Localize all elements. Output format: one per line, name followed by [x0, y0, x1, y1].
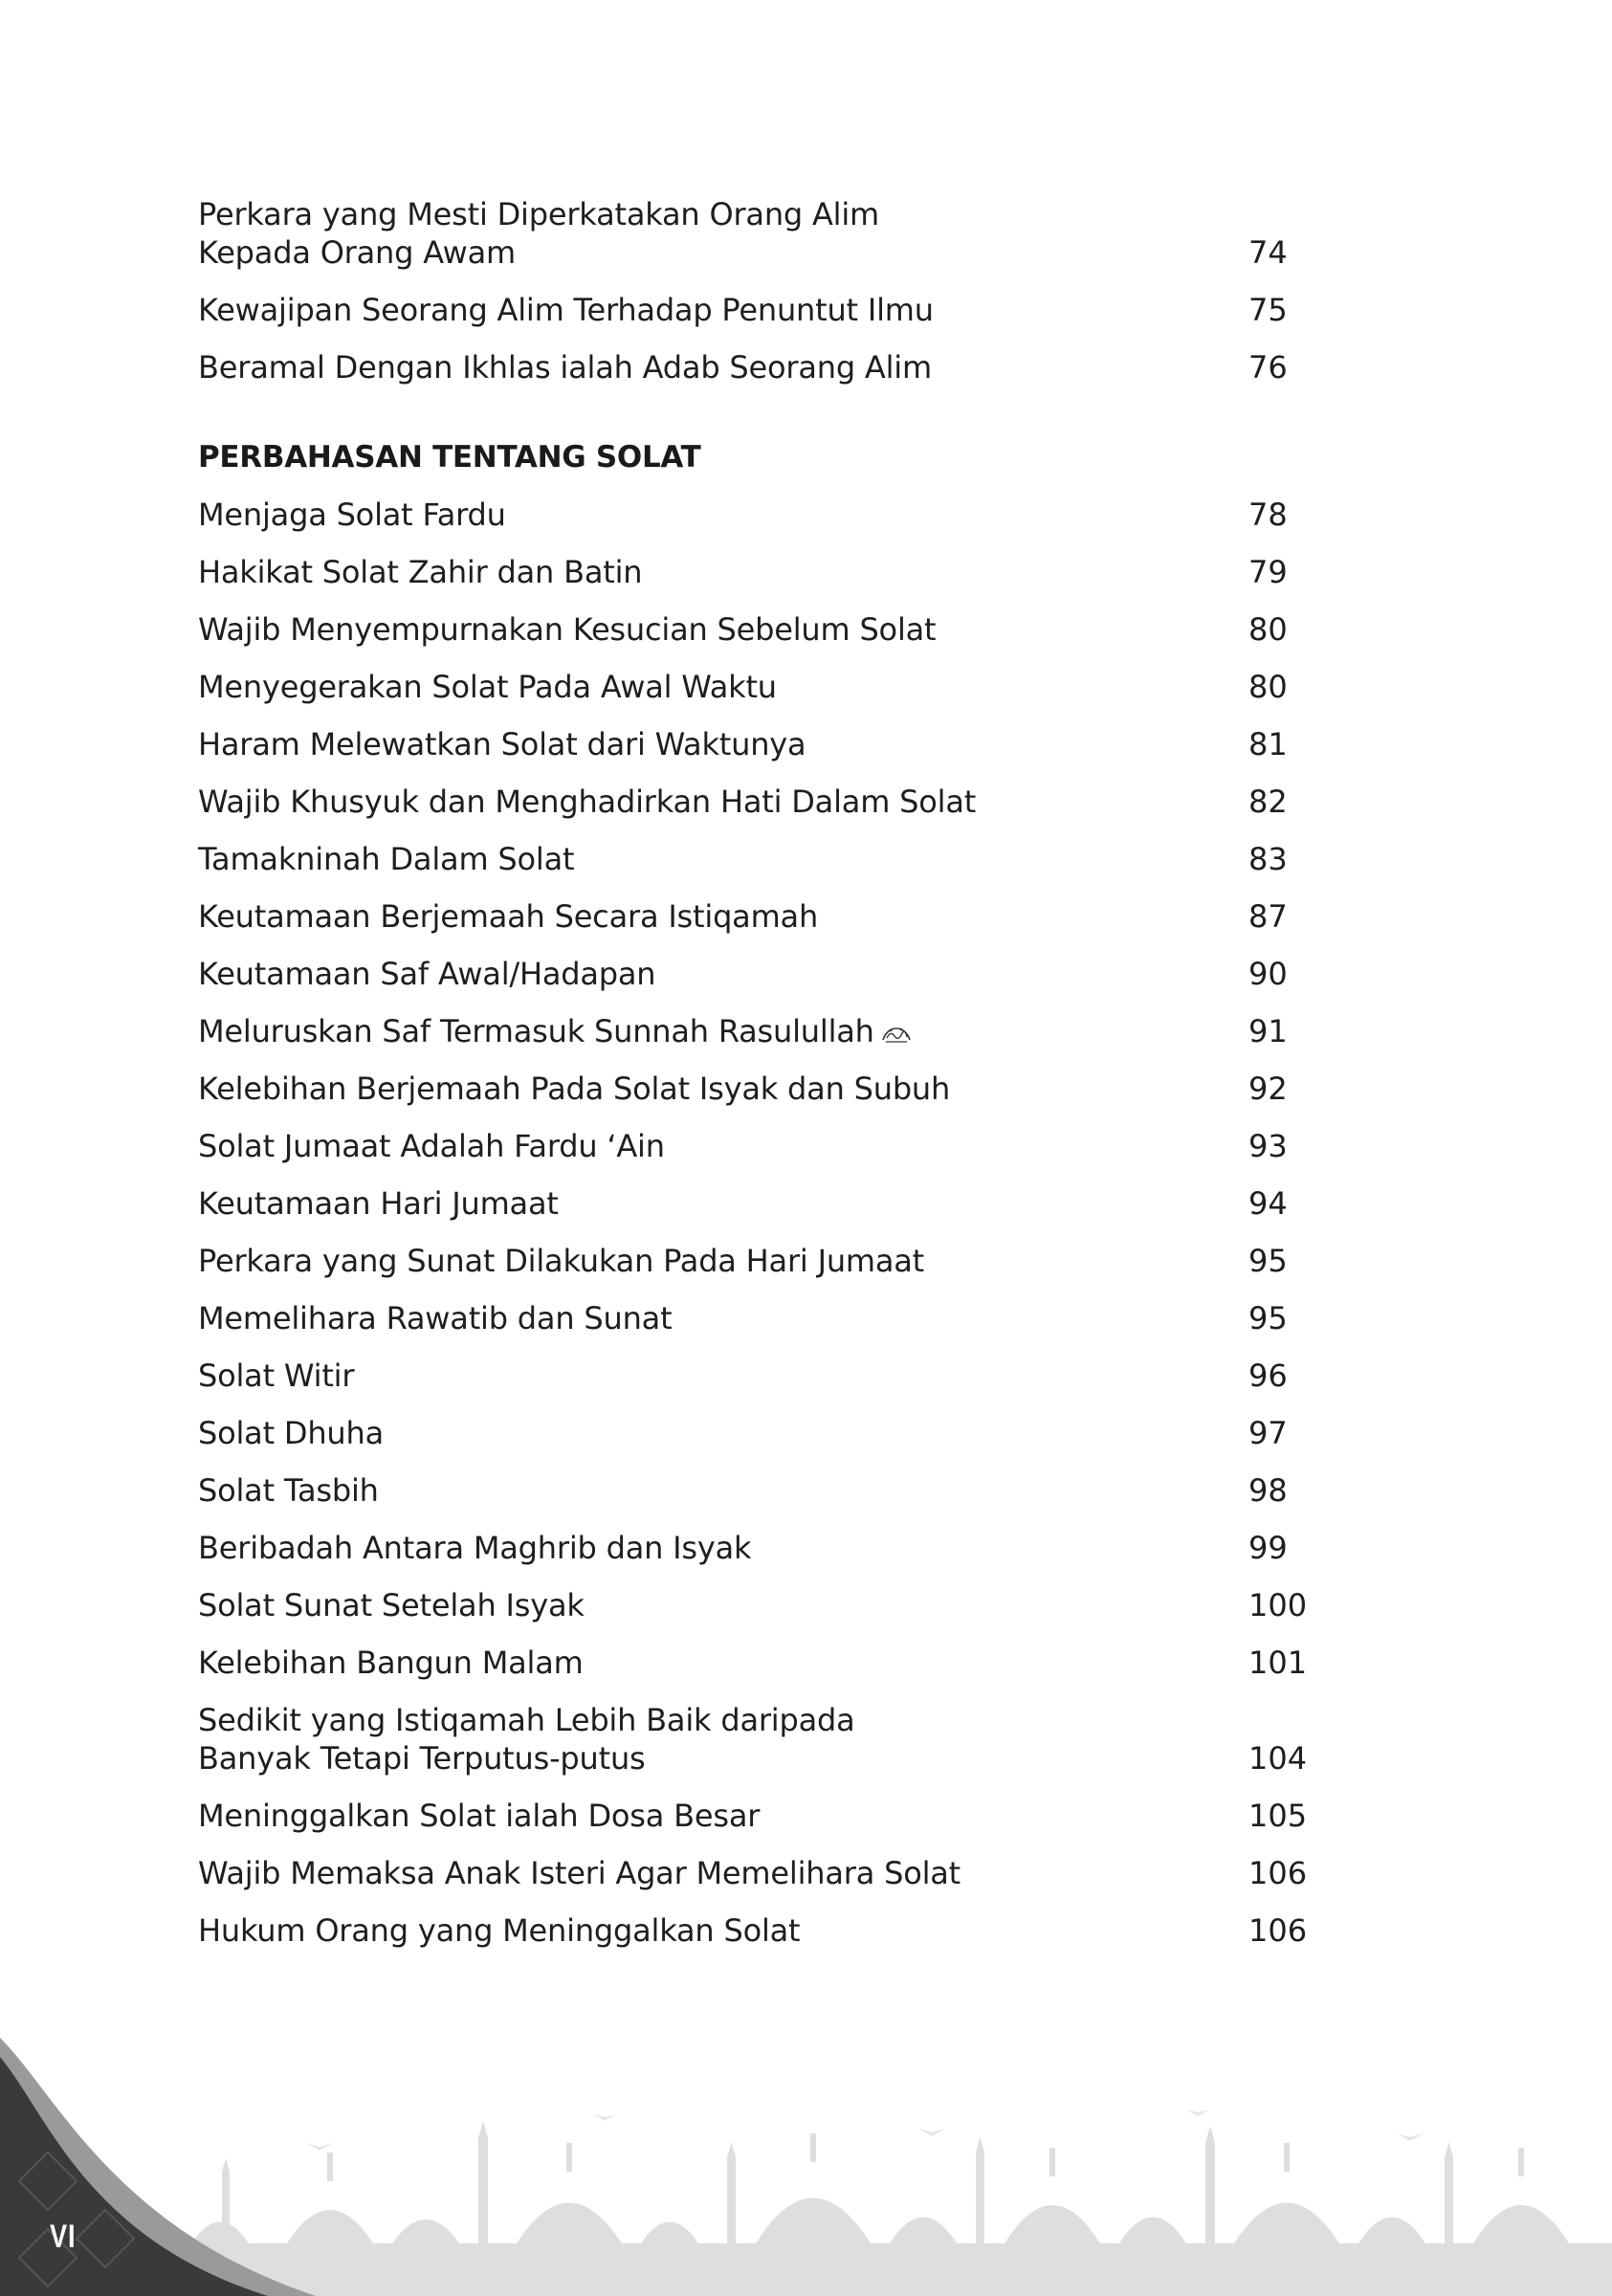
entry-title — [198, 1911, 1059, 1950]
entry-page-number: 75 — [1248, 292, 1288, 328]
entry-title — [198, 1414, 1059, 1452]
entry-title-text: Keutamaan Saf Awal/Hadapan — [198, 956, 656, 992]
entry-title — [198, 1299, 1059, 1337]
entry-title-text: Hukum Orang yang Meninggalkan Solat — [198, 1912, 801, 1949]
entry-title-text: Beribadah Antara Maghrib dan Isyak — [198, 1530, 752, 1566]
entry-title-text: Wajib Khusyuk dan Menghadirkan Hati Dalam Solat — [198, 784, 977, 820]
entry-title-text: Solat Witir — [198, 1358, 355, 1394]
entry-title-text: Solat Tasbih — [198, 1472, 379, 1509]
table-of-contents — [198, 195, 1327, 1969]
entry-title — [198, 668, 1059, 706]
entry-page-number: 106 — [1248, 1855, 1308, 1891]
entry-page-number: 94 — [1248, 1185, 1288, 1222]
toc-entry[interactable] — [198, 1911, 1327, 1950]
entry-title — [198, 1529, 1059, 1567]
entry-title — [198, 1070, 1059, 1108]
entry-page-number: 93 — [1248, 1128, 1288, 1164]
entry-page-number: 97 — [1248, 1415, 1288, 1451]
entry-title — [198, 1797, 1059, 1835]
entry-title-text: Solat Dhuha — [198, 1415, 385, 1451]
entry-title-text: Meninggalkan Solat ialah Dosa Besar — [198, 1798, 761, 1834]
toc-entry[interactable] — [198, 1701, 1327, 1777]
toc-entry[interactable] — [198, 496, 1327, 534]
entry-page-number: 87 — [1248, 898, 1288, 935]
entry-page-number: 99 — [1248, 1530, 1288, 1566]
mosque-skyline-decoration — [0, 2038, 1612, 2296]
toc-entry[interactable] — [198, 897, 1327, 936]
entry-page-number: 80 — [1248, 669, 1288, 705]
toc-section — [198, 195, 1327, 386]
toc-entry[interactable] — [198, 1414, 1327, 1452]
toc-entry[interactable] — [198, 348, 1327, 386]
entry-title — [198, 1184, 1059, 1223]
entry-title — [198, 897, 1059, 936]
toc-entry[interactable] — [198, 955, 1327, 993]
toc-entry[interactable] — [198, 725, 1327, 763]
toc-entry[interactable] — [198, 610, 1327, 649]
entry-page-number: 106 — [1248, 1912, 1308, 1949]
entry-title-text: Meluruskan Saf Termasuk Sunnah Rasulullah — [198, 1013, 874, 1049]
toc-entry[interactable] — [198, 783, 1327, 821]
entry-title-text: Tamakninah Dalam Solat — [198, 841, 575, 877]
entry-page-number: 83 — [1248, 841, 1288, 877]
entry-title-text: Beramal Dengan Ikhlas ialah Adab Seorang Alim — [198, 349, 932, 386]
toc-section — [198, 438, 1327, 1950]
entry-title — [198, 195, 1059, 272]
entry-page-number: 81 — [1248, 726, 1288, 762]
entry-title — [198, 1012, 1059, 1050]
birds-silhouette — [306, 2109, 1424, 2151]
entry-page-number: 96 — [1248, 1358, 1288, 1394]
toc-entry[interactable] — [198, 1012, 1327, 1050]
entry-page-number: 92 — [1248, 1071, 1288, 1107]
entry-title-text: Perkara yang Sunat Dilakukan Pada Hari Jumaat — [198, 1243, 925, 1279]
entry-title-text: Wajib Menyempurnakan Kesucian Sebelum Solat — [198, 611, 937, 648]
entry-title — [198, 610, 1059, 649]
toc-entry[interactable] — [198, 1127, 1327, 1165]
entry-title — [198, 1127, 1059, 1165]
entry-page-number: 78 — [1248, 497, 1288, 533]
toc-entry[interactable] — [198, 668, 1327, 706]
entry-title — [198, 1586, 1059, 1624]
entry-page-number: 100 — [1248, 1587, 1308, 1623]
toc-entry[interactable] — [198, 1070, 1327, 1108]
entry-title-text: Kewajipan Seorang Alim Terhadap Penuntut Ilmu — [198, 292, 934, 328]
entry-title-text: Keutamaan Berjemaah Secara Istiqamah — [198, 898, 819, 935]
toc-entry[interactable] — [198, 1299, 1327, 1337]
entry-page-number: 76 — [1248, 349, 1288, 386]
entry-page-number: 91 — [1248, 1013, 1288, 1049]
entry-title — [198, 496, 1059, 534]
entry-title-text: Solat Sunat Setelah Isyak — [198, 1587, 585, 1623]
entry-page-number: 105 — [1248, 1798, 1308, 1834]
entry-title — [198, 725, 1059, 763]
toc-entry[interactable] — [198, 1471, 1327, 1510]
entry-title — [198, 783, 1059, 821]
toc-entry[interactable] — [198, 1644, 1327, 1682]
entry-page-number: 104 — [1248, 1740, 1308, 1777]
entry-title-text: Hakikat Solat Zahir dan Batin — [198, 554, 643, 590]
entry-title-text: Kelebihan Berjemaah Pada Solat Isyak dan Subuh — [198, 1071, 951, 1107]
entry-title — [198, 840, 1059, 878]
toc-entry[interactable] — [198, 840, 1327, 878]
entry-page-number: 95 — [1248, 1300, 1288, 1336]
entry-page-number: 101 — [1248, 1645, 1308, 1681]
entry-page-number: 80 — [1248, 611, 1288, 648]
entry-title-text: Wajib Memaksa Anak Isteri Agar Memelihara Solat — [198, 1855, 961, 1891]
entry-page-number: 82 — [1248, 784, 1288, 820]
entry-title — [198, 291, 1059, 329]
page-number: VI — [50, 2219, 77, 2255]
entry-page-number: 74 — [1248, 234, 1288, 271]
section-heading: PERBAHASAN TENTANG SOLAT — [198, 440, 701, 475]
entry-title-text: Solat Jumaat Adalah Fardu ‘Ain — [198, 1128, 665, 1164]
toc-entry[interactable] — [198, 195, 1327, 272]
entry-page-number: 79 — [1248, 554, 1288, 590]
toc-entry[interactable] — [198, 553, 1327, 591]
entry-title-text: Perkara yang Mesti Diperkatakan Orang Alim Kepada Orang Awam — [198, 196, 880, 271]
toc-entry[interactable] — [198, 291, 1327, 329]
salawat-icon — [880, 1017, 913, 1046]
skyline-silhouette — [144, 2121, 1612, 2296]
entry-title — [198, 553, 1059, 591]
entry-title-text: Memelihara Rawatib dan Sunat — [198, 1300, 673, 1336]
toc-entry[interactable] — [198, 1357, 1327, 1395]
entry-title — [198, 348, 1059, 386]
entry-page-number: 98 — [1248, 1472, 1288, 1509]
toc-entry[interactable] — [198, 1854, 1327, 1892]
entry-title — [198, 1644, 1059, 1682]
entry-title-text: Keutamaan Hari Jumaat — [198, 1185, 559, 1222]
entry-title — [198, 1854, 1059, 1892]
toc-entry[interactable] — [198, 1529, 1327, 1567]
entry-title-text: Menyegerakan Solat Pada Awal Waktu — [198, 669, 777, 705]
toc-entry[interactable] — [198, 1797, 1327, 1835]
toc-entry[interactable] — [198, 1242, 1327, 1280]
entry-title — [198, 1242, 1059, 1280]
toc-entry[interactable] — [198, 1184, 1327, 1223]
entry-page-number: 90 — [1248, 956, 1288, 992]
entry-title — [198, 1701, 1059, 1777]
entry-page-number: 95 — [1248, 1243, 1288, 1279]
entry-title-text: Kelebihan Bangun Malam — [198, 1645, 584, 1681]
toc-entry[interactable] — [198, 1586, 1327, 1624]
entry-title-text: Sedikit yang Istiqamah Lebih Baik daripada Banyak Tetapi Terputus-putus — [198, 1702, 855, 1777]
entry-title-text: Haram Melewatkan Solat dari Waktunya — [198, 726, 806, 762]
entry-title-text: Menjaga Solat Fardu — [198, 497, 506, 533]
entry-title — [198, 955, 1059, 993]
entry-title — [198, 1471, 1059, 1510]
entry-title — [198, 1357, 1059, 1395]
